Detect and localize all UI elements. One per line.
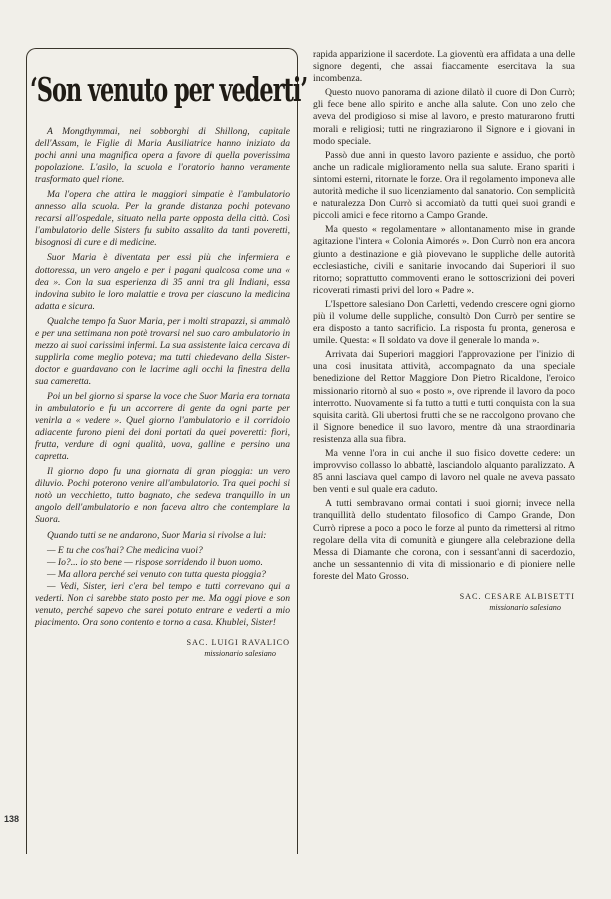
dialogue-line: — Ma allora perché sei venuto con tutta questa pioggia? — [47, 568, 266, 580]
dialogue-line: — Io?... io sto bene — rispose sorridendo il buon uomo. — [47, 556, 263, 568]
paragraph: Ma l'opera che attira le maggiori simpatie è l'ambulatorio annesso alla scuola. Per la grande distanza pochi potevano recarsi all'ospedale, situato nella parte opposta della città. Così l'ambulatorio delle Sisters fu subito assalito da tanti poveretti, bisognosi di cure e di medicine. — [35, 189, 290, 249]
paragraph: Suor Maria è diventata per essi più che infermiera e dottoressa, un vero angelo e per i pagani qualcosa come una « dea ». Con la sua esperienza di 35 anni tra gli Indiani, essa indovina subito le loro malattie e trova per ciascuno la medicina adatta e sicura. — [35, 252, 290, 312]
paragraph: Poi un bel giorno si sparse la voce che Suor Maria era tornata in ambulatorio e fu un accorrere di gente da ogni parte per venirla a « vedere ». Quel giorno l'ambulatorio e il corridoio adiacente furono pieni dei doni portati da quei poveretti: fiori, frutta, verdure di ogni qualità, uova, galline e persino una capretta. — [35, 390, 290, 463]
paragraph: L'Ispettore salesiano Don Carletti, vedendo crescere ogni giorno più il volume delle suppliche, consultò Don Currò per sentire se era disposto a tanto sacrificio. La risposta fu pronta, generosa e umile. Questa: « Il soldato va dove il generale lo manda ». — [313, 298, 575, 347]
paragraph: Il giorno dopo fu una giornata di gran pioggia: un vero diluvio. Pochi poterono venire all'ambulatorio. Tra quei pochi si notò un vecchietto, tutto bagnato, che sedeva tranquillo in un angolo dell'ambulatorio e non faceva altro che contemplare la Suora. — [35, 466, 290, 526]
paragraph: Qualche tempo fa Suor Maria, per i molti strapazzi, si ammalò e per una settimana non potè trovarsi nel suo caro ambulatorio in mezzo ai suoi carissimi infermi. La sua assistente laica cercava di supplirla come meglio poteva; ma tutti chiedevano della Sister-doctor e guardavano con le lacrime agli occhi la finestra della sua cameretta. — [35, 315, 290, 387]
page-number: 138 — [4, 814, 20, 824]
author-role: missionario salesiano — [204, 648, 276, 658]
paragraph: Questo nuovo panorama di azione dilatò il cuore di Don Currò; gli fece bene allo spirito e anche alla salute. Con uno zelo che aveva del prodigioso si mise al lavoro, e presto maturarono frutti morali e religiosi; tutti ne ringraziarono il Signore e i giovani in modo speciale. — [313, 87, 575, 147]
author-name: SAC. LUIGI RAVALICO — [186, 637, 290, 647]
dialogue-line: — E tu che cos'hai? Che medicina vuoi? — [47, 544, 203, 556]
paragraph: rapida apparizione il sacerdote. La gioventù era affidata a una delle signore degenti, che assai fiaccamente esercitava la sua incombenza. — [313, 49, 575, 85]
dialogue-line: — Vedi, Sister, ieri c'era bel tempo e tutti correvano qui a vederti. Non ci sarebbe stato posto per me. Ma oggi piove e son venuto, perché sapevo che sarei potuto entrare e vederti a mio piacimento. Ora sono contento e torno a casa. Khublei, Sister! — [35, 580, 290, 628]
paragraph: A tutti sembravano ormai contati i suoi giorni; invece nella tranquillità dello studentato filosofico di Campo Grande, Don Currò riprese a poco a poco le forze al punto da rimettersi al ritmo regolare della vita di comunità e giungere alla celebrazione della Messa di Diamante che corona, con i sessant'anni di sacerdozio, anche un sessantennio di vita di missionario e di pioniere nelle foreste del Mato Grosso. — [313, 498, 575, 582]
article-title: ‘Son venuto per vederti’ — [30, 70, 308, 109]
paragraph: Passò due anni in questo lavoro paziente e assiduo, che portò anche un radicale miglioramento nella sua salute. Erano spariti i sintomi esterni, ritornate le forze. Ora il regolamento imponeva alle autorità mediche il suo licenziamento dal sanatorio. Con semplicità e naturalezza Don Currò si accomiatò da tutti quei suoi grandi e piccoli amici e fece ritorno a Campo Grande. — [313, 149, 575, 222]
paragraph: Ma questo « regolamentare » allontanamento mise in grande agitazione l'intera « Colonia Aimorés ». Don Currò non era ancora giunto a destinazione e già piovevano le suppliche delle autorità ecclesiastiche, civili e sanitarie invocando dai Superiori il suo ritorno; soprattutto commoventi erano le sottoscrizioni dei poveri ricoverati rimasti privi del loro « Padre ». — [313, 224, 575, 296]
paragraph: Arrivata dai Superiori maggiori l'approvazione per l'inizio di una cosi inusitata attività, accompagnato da una speciale benedizione del Rettor Maggiore Don Pietro Ricaldone, l'eroico missionario ritornò al suo « posto », ove riprende il lavoro da poco interrotto. Nuovamente si fa tutto a tutti e tutti conquista con la sua squisita carità. Gli ubertosi frutti che se ne raccolgono provano che il Signore benedice il suo lavoro, mentre dà una straordinaria resistenza alla sua fibra. — [313, 349, 575, 445]
author-role: missionario salesiano — [489, 603, 561, 613]
right-signature — [313, 591, 575, 613]
right-column — [313, 49, 575, 613]
paragraph: Ma venne l'ora in cui anche il suo fisico dovette cedere: un improvviso collasso lo abbattè, lasciandolo alquanto paralizzato. A 85 anni lasciava quel campo di lavoro nel quale ne aveva passato ben venti e sul quale era caduto. — [313, 448, 575, 496]
paragraph: A Mongthymmai, nei sobborghi di Shillong, capitale dell'Assam, le Figlie di Maria Ausiliatrice hanno iniziato da pochi anni una magnifica opera a favore di quella poverissima popolazione. L'asilo, la scuola e l'oratorio hanno veramente trasformato quel rione. — [35, 126, 290, 186]
paragraph: Quando tutti se ne andarono, Suor Maria si rivolse a lui: — [47, 529, 267, 541]
left-signature — [35, 637, 290, 659]
left-column — [35, 126, 290, 659]
author-name: SAC. CESARE ALBISETTI — [459, 592, 575, 602]
